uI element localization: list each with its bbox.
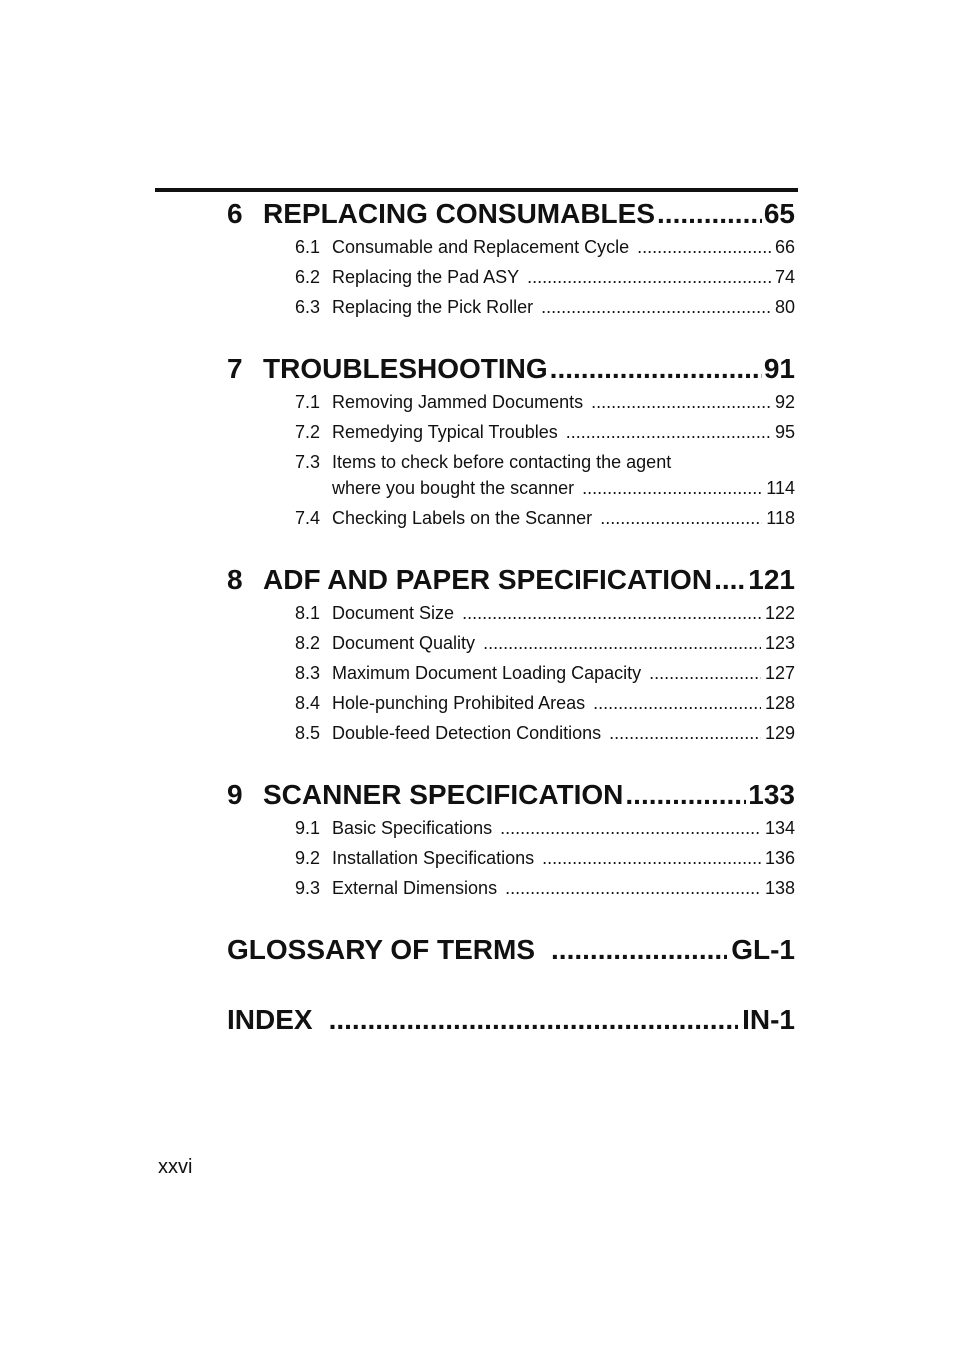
- section-page: 134: [764, 818, 795, 838]
- dot-leader: [609, 720, 761, 746]
- chapter-number: 8: [227, 564, 243, 595]
- section-number: 8.2: [295, 633, 321, 653]
- dot-leader: [582, 475, 762, 501]
- table-of-contents: [227, 196, 795, 1072]
- chapter-number: 9: [227, 779, 243, 810]
- section-page: 138: [764, 878, 795, 898]
- section-title: Replacing the Pick Roller: [332, 297, 534, 317]
- section-title: Installation Specifications: [332, 848, 535, 868]
- section-entry[interactable]: [295, 417, 795, 447]
- section-title: Remedying Typical Troubles: [332, 422, 558, 442]
- section-title: External Dimensions: [332, 878, 498, 898]
- section-title-continued: where you bought the scanner: [332, 478, 575, 498]
- dot-leader: [505, 875, 761, 901]
- section-page: 128: [764, 693, 795, 713]
- section-page: 74: [774, 267, 795, 287]
- section-title: Removing Jammed Documents: [332, 392, 584, 412]
- section-page: 123: [764, 633, 795, 653]
- section-title: Basic Specifications: [332, 818, 493, 838]
- appendix-page: IN-1: [742, 1004, 795, 1035]
- section-page: 129: [764, 723, 795, 743]
- appendix-page: GL-1: [731, 934, 795, 965]
- section-entry[interactable]: [295, 387, 795, 417]
- section-entry[interactable]: [295, 628, 795, 658]
- section-title: Double-feed Detection Conditions: [332, 723, 602, 743]
- section-entry[interactable]: [295, 688, 795, 718]
- section-entry[interactable]: [295, 292, 795, 322]
- appendix-index[interactable]: [227, 1002, 795, 1038]
- section-page: 118: [766, 508, 795, 528]
- dot-leader: [329, 1002, 739, 1038]
- section-number: 8.5: [295, 723, 321, 743]
- section-number: 9.2: [295, 848, 321, 868]
- chapter-number: 6: [227, 198, 243, 229]
- chapter-title: REPLACING CONSUMABLES: [263, 198, 656, 229]
- dot-leader: [625, 777, 746, 813]
- section-page: 95: [774, 422, 795, 442]
- section-number: 7.1: [295, 392, 321, 412]
- section-title: Document Quality: [332, 633, 476, 653]
- chapter-page: 91: [763, 353, 795, 384]
- dot-leader: [637, 234, 771, 260]
- section-title: Maximum Document Loading Capacity: [332, 663, 642, 683]
- dot-leader: [591, 389, 771, 415]
- dot-leader: [714, 562, 746, 598]
- chapter-heading[interactable]: [227, 196, 795, 232]
- section-number: 8.4: [295, 693, 321, 713]
- section-title: Hole-punching Prohibited Areas: [332, 693, 586, 713]
- chapter-number: 7: [227, 353, 243, 384]
- section-page: 80: [774, 297, 795, 317]
- chapter-8: [227, 562, 795, 748]
- section-page: 136: [764, 848, 795, 868]
- appendix-title: GLOSSARY OF TERMS: [227, 934, 536, 965]
- chapter-page: 65: [763, 198, 795, 229]
- section-title: Consumable and Replacement Cycle: [332, 237, 630, 257]
- dot-leader: [527, 264, 771, 290]
- section-number: 6.3: [295, 297, 321, 317]
- section-entry[interactable]: [295, 843, 795, 873]
- section-number: 7.3: [295, 452, 321, 472]
- dot-leader: [541, 294, 771, 320]
- section-number: 8.1: [295, 603, 321, 623]
- dot-leader: [550, 351, 762, 387]
- dot-leader: [462, 600, 761, 626]
- section-number: 8.3: [295, 663, 321, 683]
- section-page: 114: [766, 478, 795, 498]
- chapter-heading[interactable]: [227, 562, 795, 598]
- dot-leader: [649, 660, 761, 686]
- section-page: 127: [764, 663, 795, 683]
- section-entry[interactable]: [295, 658, 795, 688]
- section-title: Document Size: [332, 603, 455, 623]
- section-number: 7.4: [295, 508, 321, 528]
- dot-leader: [483, 630, 761, 656]
- dot-leader: [600, 505, 762, 531]
- section-title: Replacing the Pad ASY: [332, 267, 520, 287]
- dot-leader: [566, 419, 771, 445]
- chapter-6: [227, 196, 795, 322]
- section-title: Items to check before contacting the agent: [332, 452, 672, 472]
- section-number: 9.1: [295, 818, 321, 838]
- section-entry[interactable]: [295, 503, 795, 533]
- section-number: 6.2: [295, 267, 321, 287]
- dot-leader: [657, 196, 762, 232]
- chapter-page: 133: [748, 779, 795, 810]
- appendix-title: INDEX: [227, 1004, 313, 1035]
- section-number: 9.3: [295, 878, 321, 898]
- section-entry[interactable]: [295, 718, 795, 748]
- chapter-title: ADF AND PAPER SPECIFICATION: [263, 564, 713, 595]
- chapter-9: [227, 777, 795, 903]
- chapter-7: [227, 351, 795, 533]
- page-number: xxvi: [158, 1156, 193, 1178]
- section-entry[interactable]: [295, 232, 795, 262]
- section-number: 7.2: [295, 422, 321, 442]
- section-entry[interactable]: [295, 447, 795, 503]
- section-page: 92: [774, 392, 795, 412]
- section-entry[interactable]: [295, 262, 795, 292]
- section-number: 6.1: [295, 237, 321, 257]
- section-page: 66: [774, 237, 795, 257]
- dot-leader: [542, 845, 761, 871]
- chapter-title: SCANNER SPECIFICATION: [263, 779, 624, 810]
- section-title: Checking Labels on the Scanner: [332, 508, 593, 528]
- section-entry[interactable]: [295, 598, 795, 628]
- chapter-heading[interactable]: [227, 351, 795, 387]
- appendix-glossary[interactable]: [227, 932, 795, 968]
- chapter-title: TROUBLESHOOTING: [263, 353, 548, 384]
- dot-leader: [500, 815, 761, 841]
- dot-leader: [551, 932, 727, 968]
- dot-leader: [593, 690, 761, 716]
- section-entry[interactable]: [295, 873, 795, 903]
- section-entry[interactable]: [295, 813, 795, 843]
- chapter-page: 121: [748, 564, 795, 595]
- top-rule: [155, 188, 798, 192]
- chapter-heading[interactable]: [227, 777, 795, 813]
- section-page: 122: [764, 603, 795, 623]
